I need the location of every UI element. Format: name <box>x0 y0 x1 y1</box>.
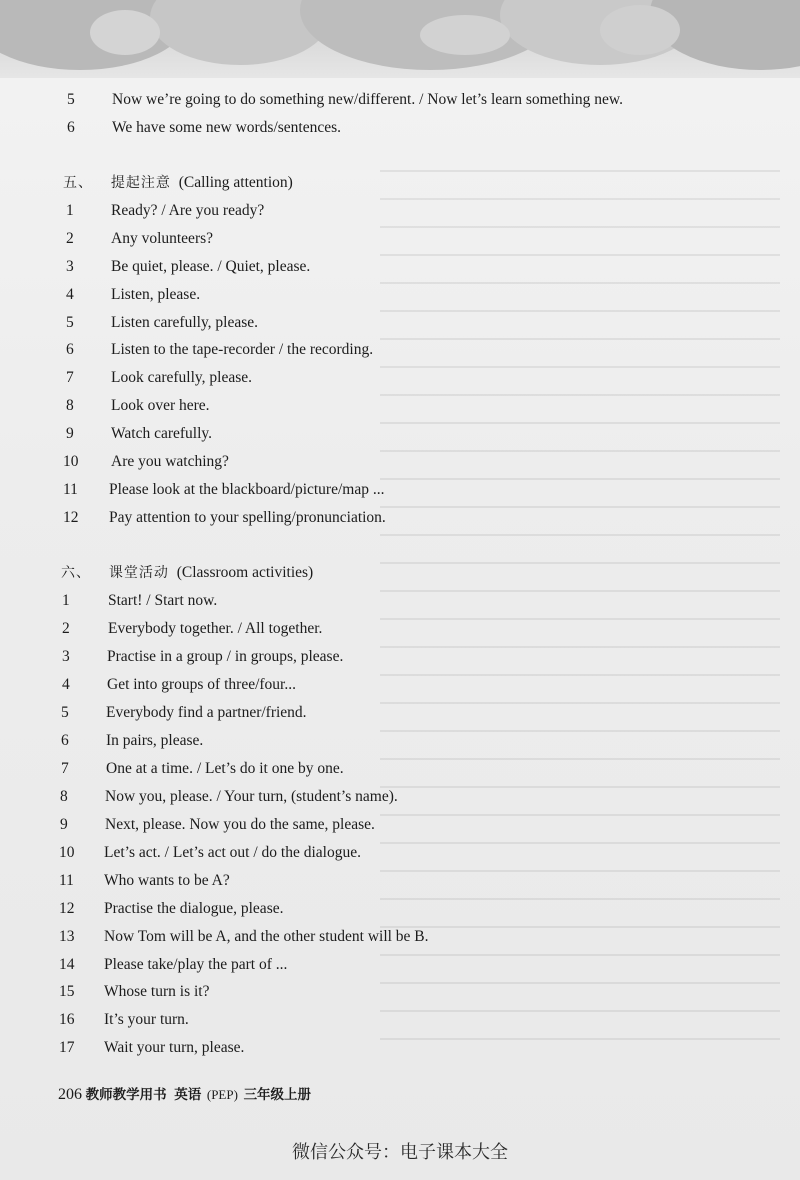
section-heading-calling-attention <box>63 171 293 195</box>
item-text: Everybody together. / All together. <box>108 620 323 637</box>
item-number: 10 <box>63 453 79 470</box>
item-text: Now we’re going to do something new/different. / Now let’s learn something new. <box>112 91 623 108</box>
item-text: We have some new words/sentences. <box>112 119 342 136</box>
item-text: Are you watching? <box>111 453 229 470</box>
section-title-en: (Classroom activities) <box>176 564 314 581</box>
item-number: 3 <box>62 648 70 665</box>
item-number: 11 <box>63 481 78 498</box>
item-number: 5 <box>66 314 74 331</box>
item-text: Who wants to be A? <box>104 872 230 889</box>
section-title-cn: 提起注意 <box>110 175 171 191</box>
book-title: 教师教学用书 <box>85 1087 167 1103</box>
item-number: 12 <box>63 509 79 526</box>
item-text: Watch carefully. <box>111 425 213 442</box>
item-number: 6 <box>61 732 69 749</box>
item-number: 1 <box>62 592 70 609</box>
page-number: 206 <box>58 1086 82 1103</box>
item-number: 9 <box>66 425 74 442</box>
item-number: 12 <box>59 900 75 917</box>
item-number: 6 <box>67 119 75 136</box>
item-number: 17 <box>59 1039 75 1056</box>
item-text: Listen, please. <box>111 286 201 303</box>
section-title-cn: 课堂活动 <box>108 565 169 581</box>
item-number: 7 <box>61 760 69 777</box>
page-footer <box>58 1083 311 1107</box>
item-number: 1 <box>66 202 74 219</box>
item-number: 15 <box>59 983 75 1000</box>
item-text: Listen carefully, please. <box>111 314 259 331</box>
grade-label: 三年级上册 <box>243 1087 312 1103</box>
item-number: 4 <box>62 676 70 693</box>
item-text: Now Tom will be A, and the other student will be B. <box>104 928 429 945</box>
decorative-banner <box>0 0 800 78</box>
item-number: 8 <box>66 397 74 414</box>
item-text: Practise the dialogue, please. <box>104 900 284 917</box>
item-number: 8 <box>60 788 68 805</box>
item-number: 2 <box>66 230 74 247</box>
item-number: 5 <box>61 704 69 721</box>
item-text: In pairs, please. <box>106 732 204 749</box>
item-number: 6 <box>66 341 74 358</box>
item-text: Whose turn is it? <box>104 983 210 1000</box>
item-text: Please take/play the part of ... <box>104 956 288 973</box>
item-text: It’s your turn. <box>104 1011 189 1028</box>
item-number: 10 <box>59 844 75 861</box>
item-number: 9 <box>60 816 68 833</box>
item-number: 2 <box>62 620 70 637</box>
item-text: Pay attention to your spelling/pronunciation. <box>109 509 386 526</box>
item-text: Listen to the tape-recorder / the recording. <box>111 341 374 358</box>
section-heading-classroom-activities <box>61 561 313 585</box>
item-text: Look over here. <box>111 397 210 414</box>
item-text: Please look at the blackboard/picture/map ... <box>109 481 385 498</box>
item-text: Now you, please. / Your turn, (student’s name). <box>105 788 398 805</box>
item-number: 3 <box>66 258 74 275</box>
item-number: 16 <box>59 1011 75 1028</box>
item-number: 5 <box>67 91 75 108</box>
item-text: Any volunteers? <box>111 230 214 247</box>
item-number: 7 <box>66 369 74 386</box>
item-text: Be quiet, please. / Quiet, please. <box>111 258 311 275</box>
item-text: Get into groups of three/four... <box>107 676 296 693</box>
section-title-en: (Calling attention) <box>178 174 293 191</box>
item-number: 4 <box>66 286 74 303</box>
item-text: Let’s act. / Let’s act out / do the dialogue. <box>104 844 361 861</box>
item-text: Start! / Start now. <box>108 592 218 609</box>
item-number: 14 <box>59 956 75 973</box>
watermark-text: 微信公众号：电子课本大全 <box>292 1142 508 1163</box>
item-text: Look carefully, please. <box>111 369 253 386</box>
edition-label: (PEP) <box>206 1087 238 1102</box>
section-marker: 五、 <box>63 175 93 191</box>
item-text: Ready? / Are you ready? <box>111 202 265 219</box>
subject-label: 英语 <box>174 1087 202 1103</box>
item-text: Wait your turn, please. <box>104 1039 245 1056</box>
section-marker: 六、 <box>61 565 91 581</box>
item-number: 11 <box>59 872 74 889</box>
item-text: One at a time. / Let’s do it one by one. <box>106 760 344 777</box>
item-number: 13 <box>59 928 75 945</box>
item-text: Practise in a group / in groups, please. <box>107 648 344 665</box>
item-text: Next, please. Now you do the same, please. <box>105 816 375 833</box>
item-text: Everybody find a partner/friend. <box>106 704 307 721</box>
show-through-texture <box>380 150 780 1050</box>
